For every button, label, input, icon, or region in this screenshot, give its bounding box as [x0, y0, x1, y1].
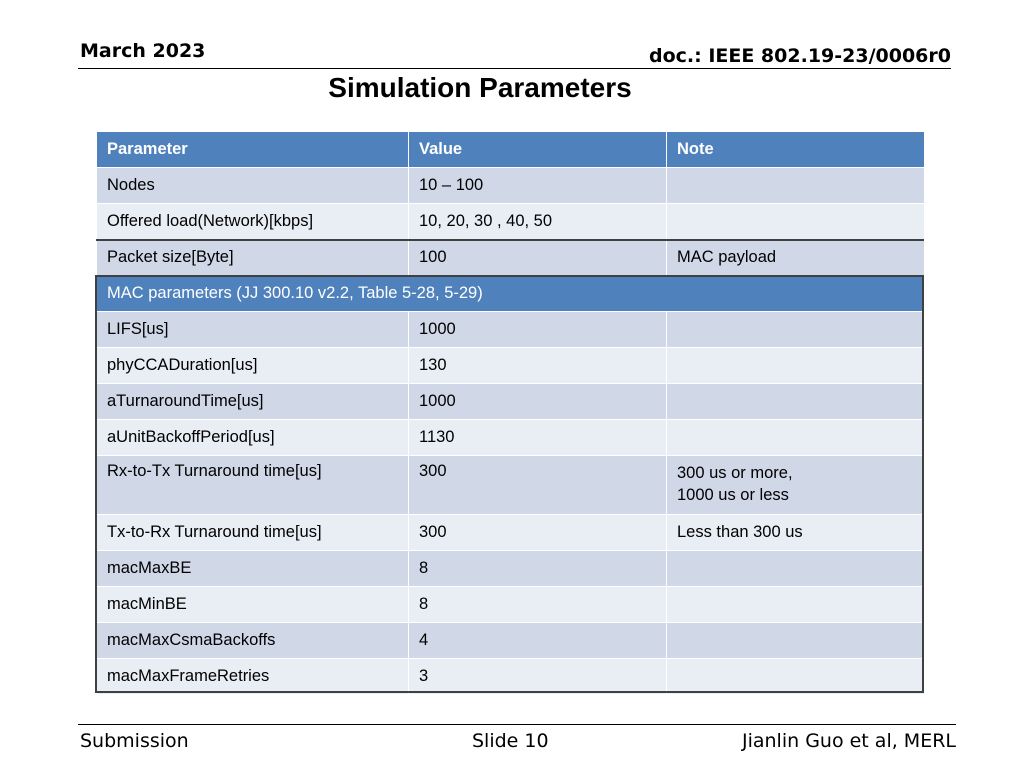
param-cell: macMaxFrameRetries: [97, 659, 409, 695]
note-cell: [667, 384, 925, 420]
value-cell: 3: [409, 659, 667, 695]
slide-title: Simulation Parameters: [328, 72, 632, 103]
param-cell: macMaxBE: [97, 551, 409, 587]
table-header-row: [97, 132, 925, 168]
param-cell: aUnitBackoffPeriod[us]: [97, 420, 409, 456]
note-cell: MAC payload: [667, 240, 925, 276]
section-header-row: [97, 276, 925, 312]
footer-divider: [78, 724, 956, 725]
table-row: [97, 168, 925, 204]
note-cell: [667, 204, 925, 240]
note-cell: [667, 168, 925, 204]
value-cell: 8: [409, 587, 667, 623]
table-row: [97, 659, 925, 695]
header-note: Note: [667, 132, 925, 168]
table-row: [97, 240, 925, 276]
param-cell: macMinBE: [97, 587, 409, 623]
table-separator-line: [96, 239, 924, 241]
table-row: [97, 312, 925, 348]
table-row: [97, 623, 925, 659]
table-row: [97, 348, 925, 384]
note-cell: [667, 623, 925, 659]
parameters-table: [96, 131, 925, 695]
note-cell: [667, 551, 925, 587]
footer-submission: Submission: [80, 730, 189, 752]
table-row: [97, 384, 925, 420]
value-cell: 1000: [409, 312, 667, 348]
value-cell: 10, 20, 30 , 40, 50: [409, 204, 667, 240]
value-cell: 1130: [409, 420, 667, 456]
header-date: March 2023: [80, 40, 206, 62]
param-cell: Tx-to-Rx Turnaround time[us]: [97, 515, 409, 551]
footer-author: Jianlin Guo et al, MERL: [741, 730, 956, 752]
table-row: [97, 515, 925, 551]
table-row: [97, 587, 925, 623]
note-cell: [667, 312, 925, 348]
note-cell: Less than 300 us: [667, 515, 925, 551]
param-cell: aTurnaroundTime[us]: [97, 384, 409, 420]
value-cell: 130: [409, 348, 667, 384]
note-cell: [667, 348, 925, 384]
param-cell: Offered load(Network)[kbps]: [97, 204, 409, 240]
value-cell: 10 – 100: [409, 168, 667, 204]
header-divider: [78, 68, 951, 69]
value-cell: 300: [409, 515, 667, 551]
param-cell: Rx-to-Tx Turnaround time[us]: [97, 456, 409, 515]
table-row: [97, 204, 925, 240]
param-cell: LIFS[us]: [97, 312, 409, 348]
note-line: 300 us or more,: [677, 464, 793, 482]
header-doc-id: doc.: IEEE 802.19-23/0006r0: [648, 45, 951, 67]
value-cell: 8: [409, 551, 667, 587]
param-cell: Packet size[Byte]: [97, 240, 409, 276]
header-value: Value: [409, 132, 667, 168]
value-cell: 1000: [409, 384, 667, 420]
table-row: [97, 456, 925, 515]
value-cell: 300: [409, 456, 667, 515]
value-cell: 4: [409, 623, 667, 659]
header-parameter: Parameter: [97, 132, 409, 168]
note-cell: [667, 456, 925, 515]
table-row: [97, 420, 925, 456]
mac-section-label: MAC parameters (JJ 300.10 v2.2, Table 5-28, 5-29): [97, 276, 925, 312]
note-cell: [667, 587, 925, 623]
note-cell: [667, 420, 925, 456]
param-cell: phyCCADuration[us]: [97, 348, 409, 384]
note-cell: [667, 659, 925, 695]
footer-slide-number: Slide 10: [472, 730, 549, 752]
table-row: [97, 551, 925, 587]
value-cell: 100: [409, 240, 667, 276]
param-cell: Nodes: [97, 168, 409, 204]
note-line: 1000 us or less: [677, 486, 789, 504]
param-cell: macMaxCsmaBackoffs: [97, 623, 409, 659]
